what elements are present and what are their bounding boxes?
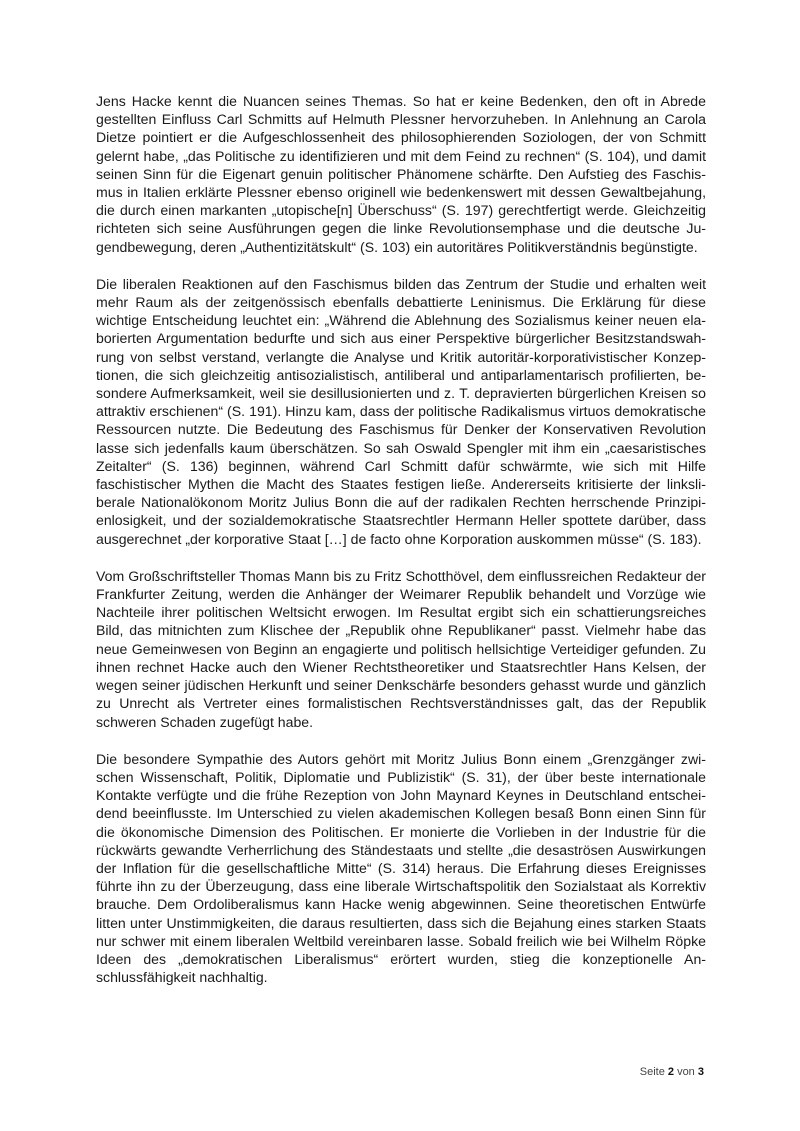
current-page-number: 2 bbox=[667, 1066, 674, 1078]
total-pages-number: 3 bbox=[697, 1066, 704, 1078]
paragraph-1: Jens Hacke kennt die Nuancen seines Themas. So hat er keine Bedenken, den oft in Abrede gestellten Einfluss Carl Schmitts auf Helmuth Plessner hervorzuheben. In Anlehnung an Carola Dietze pointiert er die Aufgeschlossenheit des philosophierenden Soziologen, der von Schmitt gelernt habe, „das Politische zu identifizieren und mit dem Feind zu rechnen“ (S. 104), und damit seinen Sinn für die Eigenart genuin politischer Phänomene schärfte. Den Aufstieg des Faschismus in Italien erklärte Plessner ebenso originell wie bedenkenswert mit dessen Gewaltbejahung, die durch einen markanten „utopische[n] Überschuss“ (S. 197) gerechtfertigt werde. Gleichzeitig richteten sich seine Ausführungen gegen die linke Revolutionsemphase und die deutsche Jugendbewegung, deren „Authentizitätskult“ (S. 103) ein autoritäres Politikverständnis begünstigte. bbox=[96, 93, 706, 255]
paragraph-2: Die liberalen Reaktionen auf den Faschismus bilden das Zentrum der Studie und erhalten weit mehr Raum als der zeitgenössisch ebenfalls debattierte Leninismus. Die Erklärung für diese wichtige Entscheidung leuchtet ein: „Während die Ablehnung des Sozialismus keiner neuen elaborierten Argumentation bedurfte und sich aus einer Perspektive bürgerlicher Besitzstandswahrung von selbst verstand, verlangte die Analyse und Kritik autoritär-korporativistischer Konzeptionen, die sich gleichzeitig antisozialistisch, antiliberal und antiparlamentarisch profilierten, besondere Aufmerksamkeit, weil sie desillusionierten und z. T. depravierten bürgerlichen Kreisen so attraktiv erschienen“ (S. 191). Hinzu kam, dass der politische Radikalismus virtuos demokratische Ressourcen nutzte. Die Bedeutung des Faschismus für Denker der Konservativen Revolution lasse sich jedenfalls kaum überschätzen. So sah Oswald Spengler mit ihm ein „caesaristisches Zeitalter“ (S. 136) beginnen, während Carl Schmitt dafür schwärmte, wie sich mit Hilfe faschistischer Mythen die Macht des Staates festigen ließe. Andererseits kritisierte der linksliberale Nationalökonom Moritz Julius Bonn die auf der radikalen Rechten herrschende Prinzipienlosigkeit, und der sozialdemokratische Staatsrechtler Hermann Heller spottete darüber, dass ausgerechnet „der korporative Staat […] de facto ohne Korporation auskommen müsse“ (S. 183). bbox=[96, 275, 706, 547]
paragraph-3: Vom Großschriftsteller Thomas Mann bis zu Fritz Schotthövel, dem einflussreichen Redakteur der Frankfurter Zeitung, werden die Anhänger der Weimarer Republik behandelt und Vorzüge wie Nachteile ihrer politischen Weltsicht erwogen. Im Resultat ergibt sich ein schattierungsreiches Bild, das mitnichten zum Klischee der „Republik ohne Republikaner“ passt. Vielmehr habe das neue Gemeinwesen von Beginn an engagierte und politisch hellsichtige Verteidiger gefunden. Zu ihnen rechnet Hacke auch den Wiener Rechtstheoretiker und Staatsrechtler Hans Kelsen, der wegen seiner jüdischen Herkunft und seiner Denkschärfe besonders gehasst wurde und gänzlich zu Unrecht als Vertreter eines formalistischen Rechtsverständnisses galt, das der Republik schweren Schaden zugefügt habe. bbox=[96, 567, 706, 730]
page-number-footer bbox=[640, 1066, 704, 1078]
document-body bbox=[96, 92, 706, 1005]
paragraph-4: Die besondere Sympathie des Autors gehört mit Moritz Julius Bonn einem „Grenzgänger zwischen Wissenschaft, Politik, Diplomatie und Publizistik“ (S. 31), der über beste internationale Kontakte verfügte und die frühe Rezeption von John Maynard Keynes in Deutschland entscheidend beeinflusste. Im Unterschied zu vielen akademischen Kollegen besaß Bonn einen Sinn für die ökonomische Dimension des Politischen. Er monierte die Vorlieben in der Industrie für die rückwärts gewandte Verherrlichung des Ständestaats und stellte „die desaströsen Auswirkungen der Inflation für die gesellschaftliche Mitte“ (S. 314) heraus. Die Erfahrung dieses Ereignisses führte ihn zu der Überzeugung, dass eine liberale Wirtschaftspolitik den Sozialstaat als Korrektiv brauche. Dem Ordoliberalismus kann Hacke wenig abgewinnen. Seine theoretischen Entwürfe litten unter Unstimmigkeiten, die daraus resultierten, dass sich die Bejahung eines starken Staats nur schwer mit einem liberalen Weltbild vereinbaren lasse. Sobald freilich wie bei Wilhelm Röpke Ideen des „demokratischen Liberalismus“ erörtert wurden, stieg die konzeptionelle Anschlussfähigkeit nachhaltig. bbox=[96, 750, 706, 986]
page-label: Seite bbox=[639, 1066, 665, 1078]
page-separator: von bbox=[677, 1066, 695, 1078]
